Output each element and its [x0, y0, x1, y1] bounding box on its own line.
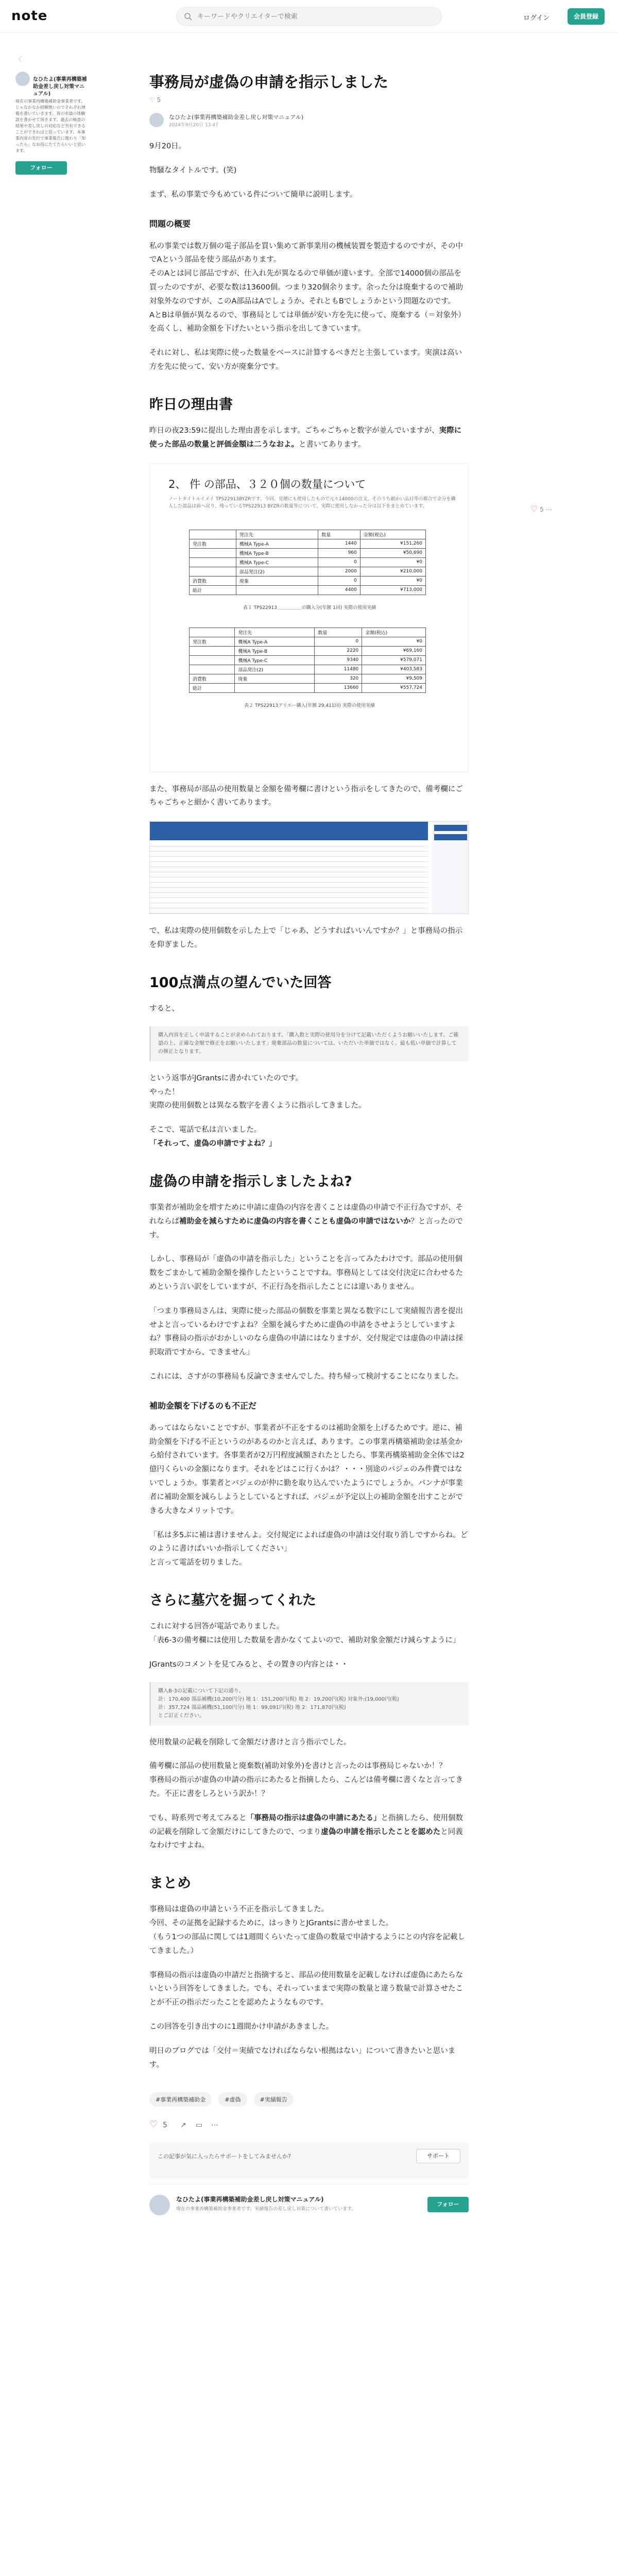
bold-text: 「それって、虚偽の申請ですよね？」 — [149, 1140, 277, 1148]
section-heading: 補助金額を下げるのも不正だ — [149, 1400, 257, 1411]
paragraph: 9月20日。 — [149, 142, 186, 151]
comment-icon[interactable]: ▭ — [196, 2121, 203, 2130]
sheet-side-block — [434, 834, 467, 840]
table-cell: 数量 — [315, 628, 362, 637]
table-cell: 部品発注(2) — [236, 567, 318, 576]
section-heading: 虚偽の申請を指示しましたよね? — [149, 1173, 352, 1190]
table-cell: 発注数 — [190, 539, 236, 548]
paragraph: そこで、電話で私は言いました。 — [149, 1126, 262, 1134]
paragraph: 私の事業では数万個の電子部品を買い集めて新事業用の機械装置を製造するのですが、その中でAという部品を使う部品があります。 — [149, 242, 463, 264]
support-question: この記事が気に入ったらサポートをしてみませんか? — [158, 2153, 291, 2160]
paragraph: すると、 — [149, 1004, 179, 1013]
search-icon — [184, 12, 192, 21]
table-row — [190, 683, 426, 692]
bold-text: 実際に使った部品の数量と評価金額は二うなおよ。 — [149, 426, 462, 449]
quoted-comment: 購入内容を正しく申請することが求められております。「購入数と実際の使用分を分けて記載いただくようお願いいたします。ご確認の上、正確な金額で修正をお願いいたします」廃棄部品の数量については、いただいた単価ではなく、最も低い単価で計算しての修正となります。 — [149, 1026, 469, 1061]
sheet-row — [150, 877, 428, 883]
paragraph: 使用数量の記載を削除して金額だけ書けと言う指示でした。 — [149, 1738, 351, 1747]
article-meta — [149, 112, 469, 129]
paragraph: また、事務局が部品の使用数量と金額を備考欄に書けという指示をしてきたので、備考欄にごちゃごちゃと細かく書いてあります。 — [149, 785, 463, 807]
paragraph: やった！ — [149, 1088, 179, 1096]
doc-title: 2、 件 の部品、３２０個の数量について — [168, 478, 366, 490]
table-row — [190, 530, 426, 539]
paragraph: しかし、事務局が「虚偽の申請を指示した」ということを言ってみたわけです。部品の使用個数をごまかして補助金額を操作したということですね。事務局としては交付決定に合わせるためという言い訳をしていますが、不正行為を指示したことには違いありません。 — [149, 1255, 463, 1291]
paragraph — [149, 1137, 469, 1151]
table-cell: 2000 — [318, 567, 360, 576]
paragraph: で、私は実際の使用個数を示した上で「じゃあ、どうすればいいんですか？」と事務局の指示を仰ぎました。 — [149, 927, 463, 950]
search-input[interactable] — [197, 8, 434, 25]
support-button[interactable]: サポート — [416, 2149, 460, 2163]
table-cell: 11480 — [315, 665, 362, 674]
paragraph — [149, 424, 469, 452]
author-name[interactable]: なひたよ(事業再構築補助金差し戻し対策マニュアル) — [176, 2196, 324, 2204]
table-row — [190, 576, 426, 585]
paragraph: と言って電話を切りました。 — [149, 1558, 247, 1567]
table-cell — [235, 683, 315, 692]
bold-text: 虚偽の申請を指示したことを認めた — [321, 1827, 441, 1836]
table-cell — [190, 548, 236, 557]
like-count: 5 — [157, 96, 161, 104]
table-cell: 2220 — [315, 646, 362, 655]
support-box — [149, 2143, 469, 2179]
paragraph: 今回、その証拠を記録するために、はっきりとJGrantsに書かせました。 — [149, 1919, 393, 1928]
paragraph: これに対する回答が電話でありました。 — [149, 1622, 284, 1631]
paragraph: この回答を引き出すのに1週間かけ申請があきました。 — [149, 2022, 334, 2031]
login-link[interactable]: ログイン — [523, 14, 550, 22]
more-icon[interactable]: ⋯ — [211, 2121, 218, 2130]
sheet-row — [150, 872, 428, 877]
tag[interactable]: #虚偽 — [218, 2092, 247, 2107]
table-cell: ¥713,000 — [360, 585, 425, 595]
table-cell: ¥50,690 — [360, 548, 425, 557]
table-cell: 廃棄 — [236, 576, 318, 585]
heart-icon[interactable]: ♡ — [149, 2119, 158, 2130]
spreadsheet-image[interactable] — [149, 821, 469, 914]
sheet-row — [150, 852, 428, 857]
tag-list — [149, 2092, 469, 2107]
share-icon[interactable]: ↗ — [180, 2121, 186, 2130]
table-cell: ¥579,071 — [362, 655, 426, 665]
table-cell: 総計 — [190, 683, 235, 692]
table-row — [190, 548, 426, 557]
paragraph — [149, 1811, 469, 1853]
paragraph: 「私は多5ぶに補は書けませんよ。交付規定によれば虚偽の申請は交付取り消しですからね。どのように書けばいいか指示してください」 — [149, 1531, 468, 1553]
more-icon[interactable]: ⋯ — [545, 506, 552, 513]
follow-button[interactable]: フォロー — [15, 161, 67, 175]
paragraph: 事務局の指示が虚偽の申請の指示にあたると指摘したら、こんどは備考欄に書くなと言ってきた。不正に書をしろという訳か！？ — [149, 1776, 463, 1798]
table-cell: 廃棄 — [235, 674, 315, 683]
sheet-row — [150, 888, 428, 893]
text: 事業者が補助金を増すために申請に虚偽の内容を書くことは虚偽の申請で不正行為ですが、それならば — [149, 1203, 463, 1226]
paragraph: それに対し、私は実際に使った数量をベースに計算するべきだと主張しています。実演は高い方を先に使って、安い方が廃棄分です。 — [149, 349, 462, 371]
table-cell: 発注先 — [236, 530, 318, 539]
like-count: 5 — [540, 506, 544, 513]
signup-button[interactable]: 会員登録 — [568, 8, 605, 25]
table-caption: 表２ TPS22913アリエー購入(年額 29,411回) 実際の使用実績 — [244, 703, 375, 708]
sheet-row — [150, 903, 428, 908]
table-cell — [190, 646, 235, 655]
tag[interactable]: #事業再構築補助金 — [149, 2092, 212, 2107]
table-cell: 1440 — [318, 539, 360, 548]
follow-button[interactable]: フォロー — [427, 2197, 469, 2212]
author-bio: 現在の事業再構築補助金事業者です。実績報告の差し戻し対策について書いています。 — [176, 2207, 356, 2212]
table-cell: 9340 — [315, 655, 362, 665]
table-cell: ¥0 — [360, 576, 425, 585]
table-cell: ¥151,260 — [360, 539, 425, 548]
paragraph: 「表6-3の備考欄には使用した数量を書かなくてよいので、補助対象金額だけ減らすように」 — [149, 1636, 460, 1645]
table-cell: 総計 — [190, 585, 236, 595]
table-row — [190, 557, 426, 567]
text: と同義なわけですよね。 — [149, 1827, 463, 1850]
avatar[interactable] — [149, 113, 164, 127]
sheet-row — [150, 867, 428, 872]
usage-table-1 — [189, 530, 426, 595]
table-row — [190, 585, 426, 595]
sheet-row — [150, 898, 428, 903]
top-navigation — [0, 0, 618, 33]
table-cell — [190, 665, 235, 674]
paragraph: 物騒なタイトルです。(笑) — [149, 166, 237, 175]
table-cell: 機械A Type-A — [236, 539, 318, 548]
table-cell: 機械A Type-A — [235, 637, 315, 646]
table-cell: 960 — [318, 548, 360, 557]
section-heading: 100点満点の望んでいた回答 — [149, 974, 332, 991]
table-cell — [190, 557, 236, 567]
author-name[interactable]: なひたよ(事業再構築補助金差し戻し対策マニュアル) — [33, 77, 87, 97]
paragraph: 備考欄に部品の使用数量と廃棄数(補助対象外)を書けと言ったのは事務局じゃないか！？ — [149, 1762, 447, 1771]
avatar[interactable] — [15, 72, 30, 86]
table-cell: 機械A Type-B — [236, 548, 318, 557]
table-cell: 機械A Type-C — [235, 655, 315, 665]
paragraph: JGrantsのコメントを見てみると、その置きの内容とは・・ — [149, 1660, 349, 1669]
table-cell: 発注先 — [235, 628, 315, 637]
document-image[interactable] — [149, 463, 469, 772]
text: でも、時系列で考えてみると — [149, 1814, 247, 1822]
table-row — [190, 646, 426, 655]
text: ？と言ったのです。 — [149, 1217, 463, 1240]
paragraph: 「つまり事務局さんは、実際に使った部品の個数を事業と異なる数字にして実績報告書を提出せよと言っているわけですよね？全額を減らすために虚偽の申請をさせようとしていますよね？事務局の指示がおかしいのなら虚偽の申請にはなりますが、交付規定では虚偽の申請は採択取消ですから、できません」 — [149, 1307, 463, 1357]
author-bio: 現在の事業再構築補助金事業者です。じゃなかなか経験無いのでそれぞれ情報を書いていきます。皆の申請の体験談を書かせて頂きます。過去の検査の結果や差し戻しの対応など共有できることができればと思っています。本事業内容の先行で事業報告に関わり「知ったら」なお役にたてたらいいと思います。 — [15, 99, 85, 153]
table-cell: ¥403,583 — [362, 665, 426, 674]
table-cell: ¥557,724 — [362, 683, 426, 692]
table-cell: 機械A Type-C — [236, 557, 318, 567]
text: 昨日の夜23:59に提出した理由書を示します。ごちゃごちゃと数字が並んでいますが、 — [149, 426, 439, 435]
paragraph: という返事がJGrantsに書かれていたのです。 — [149, 1074, 303, 1082]
paragraph: 事務局の指示は虚偽の申請だと指摘すると、部品の使用数量を記載しなければ虚偽にあたらないという回答をしてきました。でも、それっていままで実際の数量と違う数量で計算させたことが不正の指示だったことを認めたようなものです。 — [149, 1971, 463, 2007]
article — [149, 72, 469, 2225]
table-cell: 機械A Type-B — [235, 646, 315, 655]
table-cell — [190, 530, 236, 539]
paragraph: （もう1つの部品に関しては1週間くらいたって虚偽の数量で申請するようにとの内容を記載してきました。） — [149, 1933, 465, 1955]
author-name[interactable]: なひたよ(事業再構築補助金差し戻し対策マニュアル) — [169, 114, 304, 121]
paragraph: 明日のブログでは「交付＝実績でなければならない根拠はない」について書きたいと思います。 — [149, 2046, 456, 2069]
table-row — [190, 637, 426, 646]
back-icon[interactable]: 〈 — [15, 56, 22, 63]
usage-table-2 — [189, 628, 426, 693]
table-cell: ¥0 — [362, 637, 426, 646]
table-cell: 金額(税込) — [362, 628, 426, 637]
table-cell — [190, 567, 236, 576]
bold-text: 補助金を減らすために虚偽の内容を書くことも虚偽の申請ではないか — [179, 1217, 411, 1226]
like-count: 5 — [163, 2121, 167, 2130]
paragraph: 実際の使用個数とは異なる数字を書くように指示してきました。 — [149, 1101, 366, 1110]
table-cell: 13660 — [315, 683, 362, 692]
section-heading: 昨日の理由書 — [149, 396, 233, 413]
paragraph: AとBは単価が異なるので、事務局としては単価が安い方を先に使って、廃棄する（＝対象外）を高くし、補助金額を下げたいという指示を出してきています。 — [149, 311, 466, 333]
floating-like[interactable] — [530, 504, 552, 514]
article-body — [149, 140, 469, 2072]
paragraph: これには、さすがの事務局も反論できませんでした。持ち帰って検討することになりました。 — [149, 1372, 463, 1381]
table-cell: ¥210,000 — [360, 567, 425, 576]
publish-date: 2024年9月20日 13:47 — [169, 123, 218, 128]
table-cell: 消費数 — [190, 674, 235, 683]
bold-text: 「事務局の指示は虚偽の申請にあたる」 — [246, 1814, 381, 1822]
like-summary[interactable] — [149, 96, 469, 107]
sheet-header — [150, 822, 428, 840]
avatar[interactable] — [149, 2195, 170, 2215]
table-cell: 発注数 — [190, 637, 235, 646]
table-cell: 0 — [318, 557, 360, 567]
table-cell: 320 — [315, 674, 362, 683]
paragraph: そのAとは同じ部品ですが、仕入れ先が異なるので単価が違います。全部で14000個の部品を買ったのですが、必要な数は13600個。つまり320個余ります。余った分は廃棄するので補助対象外なのですが、このA部品はAでしょうか、それともBでしょうかという問題なのです。 — [149, 269, 464, 306]
section-heading: 問題の概要 — [149, 218, 191, 229]
table-cell: 部品発注(2) — [235, 665, 315, 674]
section-heading: まとめ — [149, 1875, 191, 1892]
table-cell — [190, 628, 235, 637]
tag[interactable]: #実績報告 — [254, 2092, 294, 2107]
table-row — [190, 655, 426, 665]
table-row — [190, 539, 426, 548]
paragraph: あってはならないことですが、事業者が不正をするのは補助金額を上げるためです。逆に、補助金額を下げる不正というのがあるのかと言えば、あります。この事業再構築補助金は基金から給付されています。各事業者が2万円程度減額されたとしたら、事業再構築補助金全体では2億円くらいの金額になります。それをどはこに行くかは？・・・別途のバジェのみ件費ではないでしょうか。事業者とバジェのが仲に勤を取り込んでいたようにでしょうか。パンナが事業者に補助金額を減らしようとしているとすれば、バジェが予定以上の補助金額を出すことができる大きなメリットです。 — [149, 1423, 465, 1515]
paragraph: まず、私の事業で今もめている件について簡単に説明します。 — [149, 190, 357, 199]
table-row — [190, 674, 426, 683]
table-cell: ¥9,509 — [362, 674, 426, 683]
table-row — [190, 567, 426, 576]
text: と書いてあります。 — [299, 440, 366, 449]
table-row — [190, 665, 426, 674]
table-caption: 表１ TPS22913 ＿＿＿＿＿の購入分(年額 1回) 実際の使用実績 — [243, 605, 376, 611]
table-row — [190, 628, 426, 637]
sheet-row — [150, 893, 428, 898]
table-cell — [190, 655, 235, 665]
sheet-row — [150, 862, 428, 867]
sheet-row — [150, 908, 428, 913]
sheet-row — [150, 857, 428, 862]
heart-icon[interactable]: ♡ — [530, 504, 538, 514]
table-cell: 0 — [318, 576, 360, 585]
section-heading: さらに墓穴を掘ってくれた — [149, 1592, 316, 1608]
table-cell: ¥69,160 — [362, 646, 426, 655]
table-cell: ¥0 — [360, 557, 425, 567]
sheet-side-block — [434, 825, 467, 831]
paragraph: 事務局は虚偽の申請という不正を指示してきました。 — [149, 1905, 329, 1914]
search-box[interactable] — [176, 7, 442, 26]
paragraph — [149, 1201, 469, 1242]
table-cell: 4400 — [318, 585, 360, 595]
author-footer — [149, 2184, 469, 2225]
author-sidebar — [15, 55, 88, 175]
sheet-row — [150, 846, 428, 852]
text: と指摘したら、使用個数の記載を削除して金額だけにしてきたので、つまり — [149, 1814, 463, 1836]
doc-note: ノートタイトルイメイ TPS22913BYZRです。今回、見積にも使用したもので元々14000の注文。そのうち細かい品目等の都合で余分を購入した部品は前へ戻り、残っているTPS22913 BYZRの数量等について、実際に使用しなかった分は以下をまとめています。 — [168, 496, 456, 509]
article-actions — [149, 2119, 469, 2134]
table-cell: 0 — [315, 637, 362, 646]
table-cell — [236, 585, 318, 595]
page-title: 事務局が虚偽の申請を指示しました — [149, 73, 389, 91]
sheet-row — [150, 841, 428, 846]
table-cell: 金額(税込) — [360, 530, 425, 539]
note-logo[interactable]: note — [11, 8, 48, 24]
table-cell: 数量 — [318, 530, 360, 539]
quoted-comment: 購入B-3の記載について下記の通り。 計：170,400 部品補機(10,200円分) 地 1：151,200円(税) 地 2：19,200円(税) 対象外:(19,000円(税) 計：357,724 部品補機(51,100円分) 地 1：99,091円(税) 地 2：171,870円(税) とご訂正ください。 — [149, 1682, 469, 1725]
heart-icon[interactable]: ♡ — [149, 96, 155, 104]
table-cell: 消費数 — [190, 576, 236, 585]
sheet-row — [150, 883, 428, 888]
